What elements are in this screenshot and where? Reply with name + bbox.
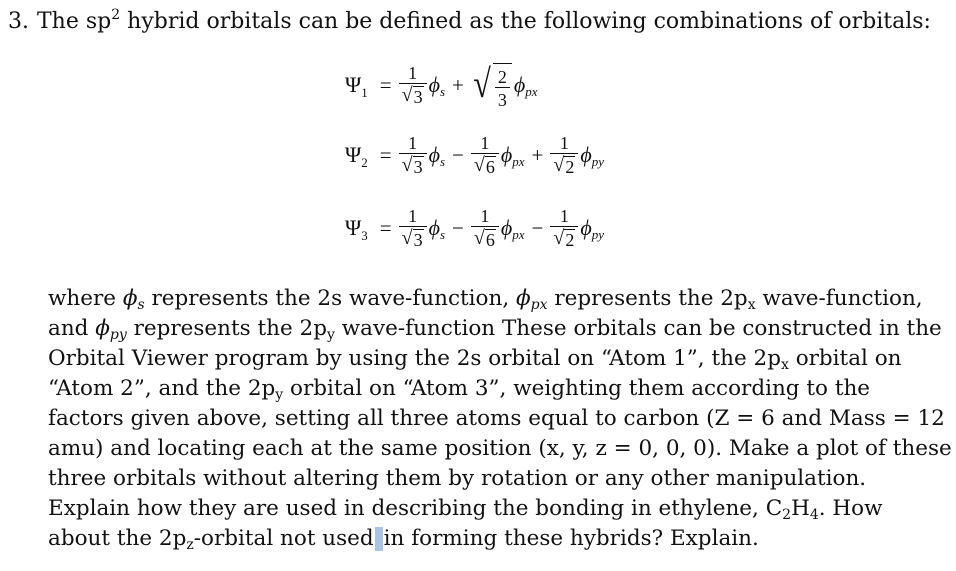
equation-psi-2 (345, 133, 606, 177)
phi-subscript: px (512, 227, 525, 243)
phi-symbol: ϕ (428, 142, 440, 168)
phi-subscript: py (591, 154, 605, 170)
radical-sign: √ (401, 227, 413, 250)
radical-sign: √ (401, 84, 413, 107)
coefficient-fraction: $\frac{2}{3}$ (495, 67, 510, 112)
paragraph-line-1: where ϕs represents the 2s wave-function, ϕpx represents the $2p_x$ wave-function, (48, 286, 923, 313)
psi-index: 2 (361, 155, 368, 171)
phi-symbol: ϕ (580, 215, 592, 241)
phi-subscript: px (525, 84, 538, 100)
paragraph-line-5: factors given above, setting all three atoms equal to carbon (Z = 6 and Mass = 12 (48, 406, 945, 431)
text-cursor[interactable] (375, 527, 383, 551)
coefficient-fraction: 1 √ 3 (399, 206, 427, 250)
coefficient-fraction: 1 √ 2 (550, 206, 578, 250)
question-intro: The $sp^2$ hybrid orbitals can be defined as the following combinations of orbitals: (37, 7, 931, 34)
radical-sign: √ (473, 154, 485, 177)
psi-symbol: Ψ (345, 215, 362, 241)
paragraph-line-4: “Atom 2”, and the $2p_y$ orbital on “Atom 3”, weighting them according to the (48, 376, 871, 403)
paragraph-line-6: amu) and locating each at the same position (x, y, z = 0, 0, 0). Make a plot of these (48, 436, 952, 461)
radical-sign: √ (401, 154, 413, 177)
psi-symbol: Ψ (345, 142, 362, 168)
phi-symbol: ϕ (500, 215, 513, 241)
radical-sign: √ (553, 154, 565, 177)
question-heading (8, 8, 948, 36)
equals-sign: = (379, 215, 392, 240)
phi-subscript: s (439, 154, 446, 170)
operator: + (452, 72, 464, 97)
question-number: 3. (8, 9, 29, 34)
equation-psi-1 (345, 58, 539, 112)
phi-symbol: ϕ (580, 142, 592, 168)
phi-symbol: ϕ (500, 142, 513, 168)
phi-subscript: py (591, 227, 605, 243)
phi-subscript: s (439, 227, 446, 243)
paragraph-line-2: and ϕpy represents the $2p_y$ wave-function These orbitals can be constructed in the (48, 316, 942, 343)
operator: + (531, 142, 544, 167)
phi-symbol: ϕ (513, 72, 526, 98)
coefficient-fraction: 1 √ 6 (471, 133, 499, 177)
radical-sign: √ (473, 227, 485, 250)
phi-subscript: s (439, 84, 446, 100)
coefficient-fraction: 1 √ 2 (550, 133, 578, 177)
paragraph-line-8: Explain how they are used in describing the bonding in ethylene, $C_2H_4$. How (48, 496, 883, 523)
radical-sign: √ (553, 227, 565, 250)
question-paragraph (48, 284, 950, 554)
equals-sign: = (379, 72, 392, 97)
phi-symbol: ϕ (428, 72, 440, 98)
coefficient-fraction: 1 √ 3 (399, 133, 427, 177)
radical-sign: √ (473, 61, 491, 106)
equals-sign: = (379, 142, 392, 167)
operator: − (452, 142, 464, 167)
phi-subscript: px (512, 154, 525, 170)
radical-fraction (471, 58, 512, 112)
paragraph-line-9: about the $2p_z$-orbital not used in forming these hybrids? Explain. (48, 526, 759, 553)
paragraph-line-7: three orbitals without altering them by rotation or any other manipulation. (48, 466, 867, 491)
coefficient-fraction: 1 √ 3 (399, 63, 427, 107)
psi-index: 3 (361, 228, 368, 244)
equation-psi-3 (345, 206, 606, 250)
coefficient-fraction: 1 √ 6 (471, 206, 499, 250)
paragraph-line-3: Orbital Viewer program by using the 2s orbital on “Atom 1”, the $2p_x$ orbital on (48, 346, 902, 373)
operator: − (531, 215, 544, 240)
operator: − (452, 215, 464, 240)
phi-symbol: ϕ (428, 215, 440, 241)
psi-index: 1 (361, 85, 368, 101)
psi-symbol: Ψ (345, 72, 362, 98)
